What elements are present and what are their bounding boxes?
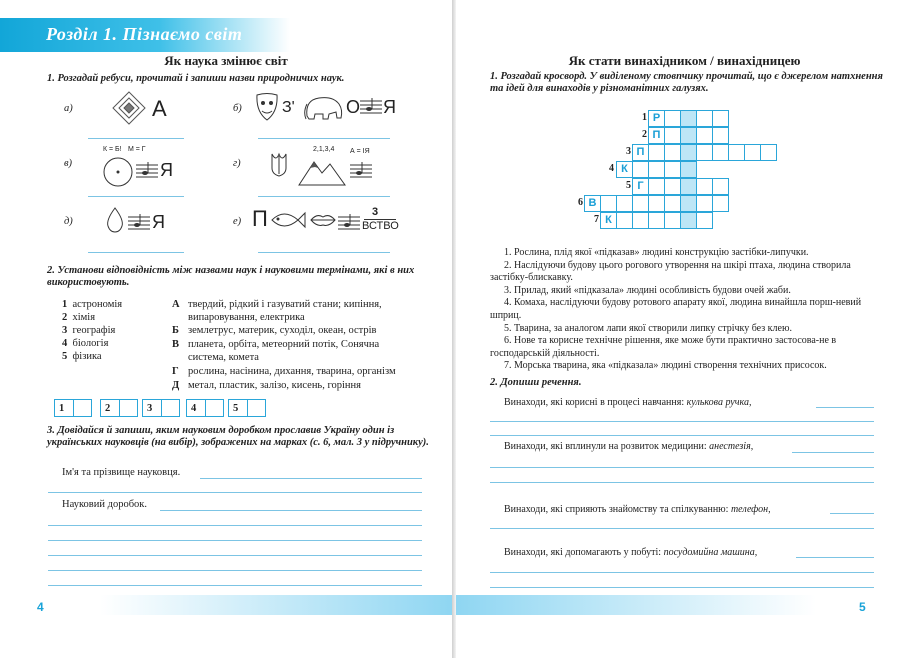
crossword-number: 2	[642, 129, 647, 140]
rebus-d-ya: Я	[152, 212, 165, 232]
scientist-name-label: Ім'я та прізвище науковця.	[62, 467, 181, 478]
science-item: 4 біологія	[62, 338, 109, 349]
rebus-e-notes-icon	[338, 212, 360, 237]
rebus-d-drop-image	[104, 206, 126, 239]
left-task-3: 3. Довідайся й запиши, яким науковим доробком прославив Україну один із українських науковців (на вибір), зображених на марках (с. 6, мал. 3 у підручнику).	[47, 425, 429, 448]
section-banner-text: Розділ 1. Пізнаємо світ науки	[46, 24, 243, 65]
crossword-number: 1	[642, 112, 647, 123]
rebus-b-z: З'	[282, 99, 295, 116]
rebus-e-fraction-top: 3	[372, 206, 379, 218]
crossword-cell-highlight[interactable]	[680, 127, 697, 144]
crossword-cell[interactable]: В	[584, 195, 601, 212]
term-item: Г рослина, насінина, дихання, тварина, організм	[172, 366, 396, 377]
write-line[interactable]	[48, 555, 422, 556]
crossword-cell-highlight[interactable]	[680, 161, 697, 178]
crossword-cell[interactable]	[696, 110, 713, 127]
write-line[interactable]	[490, 528, 874, 529]
rebus-b-answer-line[interactable]	[258, 138, 390, 139]
page-number-left: 4	[37, 600, 44, 614]
rebus-a-pattern-image	[110, 90, 148, 126]
match-answer-box[interactable]: 1	[54, 399, 92, 417]
rebus-a-letter: А	[152, 96, 167, 121]
crossword-cell[interactable]	[728, 144, 745, 161]
science-item: 5 фізика	[62, 351, 102, 362]
write-line[interactable]	[48, 525, 422, 526]
crossword-clue: 4. Комаха, наслідуючи будову ротового апарату якої, людина винайшла порш-невий шприц.	[490, 297, 862, 321]
crossword-cell[interactable]	[616, 212, 633, 229]
crossword-cell[interactable]	[712, 178, 729, 195]
rebus-b-o: О	[346, 97, 361, 117]
rebus-c-hint-2: М = Г	[128, 146, 146, 153]
rebus-g-answer-line[interactable]	[258, 196, 390, 197]
term-item: Б землетрус, материк, суходіл, океан, острів	[172, 325, 377, 336]
write-line[interactable]	[830, 513, 874, 514]
rebus-label-g: г)	[233, 158, 241, 169]
crossword-cell[interactable]	[712, 195, 729, 212]
rebus-label-e: е)	[233, 216, 242, 227]
crossword-cell[interactable]	[664, 212, 681, 229]
rebus-b-ya: Я	[383, 97, 396, 117]
crossword-cell[interactable]	[616, 195, 633, 212]
write-line[interactable]	[490, 482, 874, 483]
rebus-label-b: б)	[233, 103, 242, 114]
write-line[interactable]	[490, 572, 874, 573]
rebus-b-mask-image	[254, 92, 280, 127]
rebus-e-answer-line[interactable]	[258, 252, 390, 253]
rebus-g-hint-1: 2,1,3,4	[313, 146, 335, 153]
right-task-1: 1. Розгадай кросворд. У виділеному стовпчику прочитай, що є джерелом натхнення та ідей для винаходів у різноманітних галузях.	[490, 71, 883, 94]
science-item: 1 астрономія	[62, 299, 123, 310]
crossword-cell[interactable]	[632, 161, 649, 178]
crossword-cell[interactable]	[696, 195, 713, 212]
match-answer-box[interactable]: 3	[142, 399, 180, 417]
sentence-study: Винаходи, які корисні в процесі навчання: кулькова ручка,	[504, 397, 752, 408]
rebus-d-answer-line[interactable]	[88, 252, 184, 253]
crossword-clue: 3. Прилад, який «підказала» людині особливість будови очей жаби.	[504, 284, 791, 296]
write-line[interactable]	[48, 540, 422, 541]
crossword-cell-highlight[interactable]	[680, 144, 697, 161]
rebus-g-hint-2: А = ІЯ	[350, 148, 370, 155]
crossword-cell[interactable]: П	[632, 144, 649, 161]
crossword-cell[interactable]	[664, 178, 681, 195]
crossword-number: 7	[594, 214, 599, 225]
crossword-cell[interactable]: Р	[648, 110, 665, 127]
rebus-label-d: д)	[64, 216, 73, 227]
rebus-e-p: П	[252, 206, 268, 231]
term-item: А твердий, рідкий і газуватий стани; кипіння, випаровування, електрика	[172, 299, 382, 323]
crossword-cell[interactable]	[760, 144, 777, 161]
right-page-title: Як стати винахідником / винахідницею	[568, 53, 801, 68]
crossword-number: 5	[626, 180, 631, 191]
write-line[interactable]	[816, 407, 874, 408]
crossword-cell[interactable]	[632, 212, 649, 229]
write-line[interactable]	[48, 570, 422, 571]
crossword-clue: 1. Рослина, плід якої «підказав» людині конструкцію застібки-липучки.	[504, 247, 809, 258]
sentence-medicine: Винаходи, які вплинули на розвиток медицини: анестезія,	[504, 441, 754, 452]
science-item: 3 географія	[62, 325, 116, 336]
crossword-clues	[490, 247, 885, 373]
rebus-g-notes-icon	[350, 160, 372, 185]
rebus-e-fish-image	[270, 208, 306, 237]
match-answer-box[interactable]: 5	[228, 399, 266, 417]
rebus-e-fraction-bottom: ВСТВО	[362, 220, 399, 232]
rebus-c-globe-image	[102, 156, 134, 193]
crossword-cell-highlight[interactable]	[680, 110, 697, 127]
crossword-cell[interactable]	[696, 127, 713, 144]
rebus-a-answer-line[interactable]	[88, 138, 184, 139]
rebus-label-a: а)	[64, 103, 73, 114]
rebus-b-notes-icon	[360, 96, 382, 121]
crossword	[456, 0, 913, 240]
left-page	[0, 0, 452, 658]
crossword-cell[interactable]	[600, 195, 617, 212]
crossword-cell[interactable]	[664, 144, 681, 161]
sciences-list	[62, 298, 182, 363]
crossword-number: 6	[578, 197, 583, 208]
left-task-1: 1. Розгадай ребуси, прочитай і запиши назви природничих наук.	[47, 73, 345, 84]
sentence-household: Винаходи, які допомагають у побуті: посудомийна машина,	[504, 547, 758, 558]
crossword-cell[interactable]: П	[648, 127, 665, 144]
crossword-cell[interactable]	[664, 127, 681, 144]
write-line[interactable]	[490, 435, 874, 436]
write-line[interactable]	[490, 587, 874, 588]
scientist-name-line[interactable]	[200, 478, 422, 479]
crossword-clue: 2. Наслідуючи будову цього рогового утворення на шкірі птаха, людина створила застібку-блискавку.	[490, 259, 851, 284]
crossword-cell[interactable]	[664, 110, 681, 127]
crossword-cell[interactable]	[648, 195, 665, 212]
crossword-cell[interactable]: Г	[632, 178, 649, 195]
sentence-communication: Винаходи, які сприяють знайомству та спілкуванню: телефон,	[504, 504, 771, 515]
scientific-work-line[interactable]	[160, 510, 422, 511]
crossword-cell[interactable]	[664, 195, 681, 212]
match-answer-box[interactable]: 4	[186, 399, 224, 417]
crossword-cell[interactable]	[632, 195, 649, 212]
page-number-right: 5	[859, 600, 866, 614]
term-item: В планета, орбіта, метеорний потік, Сонячна система, комета	[172, 339, 380, 363]
write-line[interactable]	[48, 585, 422, 586]
crossword-cell[interactable]	[696, 212, 713, 229]
term-item: Д метал, пластик, залізо, кисень, горіння	[172, 380, 362, 391]
crossword-cell[interactable]	[712, 110, 729, 127]
left-task-2: 2. Установи відповідність між назвами наук і науковими термінами, які в них використовують.	[47, 265, 415, 288]
crossword-cell[interactable]	[648, 212, 665, 229]
match-answer-box[interactable]: 2	[100, 399, 138, 417]
rebus-c-notes-icon	[136, 160, 158, 185]
crossword-cell[interactable]	[648, 161, 665, 178]
rebus-c-ya: Я	[160, 160, 173, 180]
footer-bar	[100, 595, 452, 615]
write-line[interactable]	[490, 421, 874, 422]
crossword-cell[interactable]: К	[616, 161, 633, 178]
rebus-c-answer-line[interactable]	[88, 196, 184, 197]
crossword-cell[interactable]	[648, 178, 665, 195]
crossword-cell-highlight[interactable]	[680, 212, 697, 229]
rebus-e-lips-image	[310, 212, 336, 233]
crossword-cell-highlight[interactable]	[680, 195, 697, 212]
crossword-clue: 5. Тварина, за аналогом лапи якої створили липку стрічку без клею.	[504, 322, 792, 334]
rebus-g-trident-icon	[270, 152, 288, 183]
rebus-d-notes-icon	[128, 212, 150, 237]
crossword-cell[interactable]	[744, 144, 761, 161]
crossword-cell[interactable]	[664, 161, 681, 178]
footer-bar	[456, 595, 816, 615]
crossword-cell-highlight[interactable]	[680, 178, 697, 195]
crossword-cell[interactable]	[648, 144, 665, 161]
rebus-b-elephant-image	[303, 92, 345, 127]
crossword-clue: 6. Нове та корисне технічне рішення, яке може бути практично застосова-не в господарській діяльності.	[490, 335, 837, 359]
scientific-work-label: Науковий доробок.	[62, 499, 148, 510]
right-page	[456, 0, 913, 658]
write-line[interactable]	[48, 492, 422, 493]
science-item: 2 хімія	[62, 312, 96, 323]
right-task-2: 2. Допиши речення.	[490, 377, 582, 388]
crossword-cell[interactable]	[696, 144, 713, 161]
write-line[interactable]	[796, 557, 874, 558]
write-line[interactable]	[792, 452, 874, 453]
crossword-cell[interactable]	[712, 127, 729, 144]
crossword-cell[interactable]	[696, 178, 713, 195]
rebus-c-hint-1: К = Б!	[103, 146, 122, 153]
rebus-label-c: в)	[64, 158, 73, 169]
crossword-cell[interactable]	[712, 144, 729, 161]
write-line[interactable]	[490, 467, 874, 468]
crossword-cell[interactable]: К	[600, 212, 617, 229]
rebus-g-mountains-image	[298, 158, 346, 191]
left-page-title: Як наука змінює світ	[164, 53, 288, 68]
crossword-clue: 7. Морська тварина, яка «підказала» людині створення технічних присосок.	[504, 360, 827, 372]
crossword-number: 3	[626, 146, 631, 157]
crossword-number: 4	[609, 163, 614, 174]
